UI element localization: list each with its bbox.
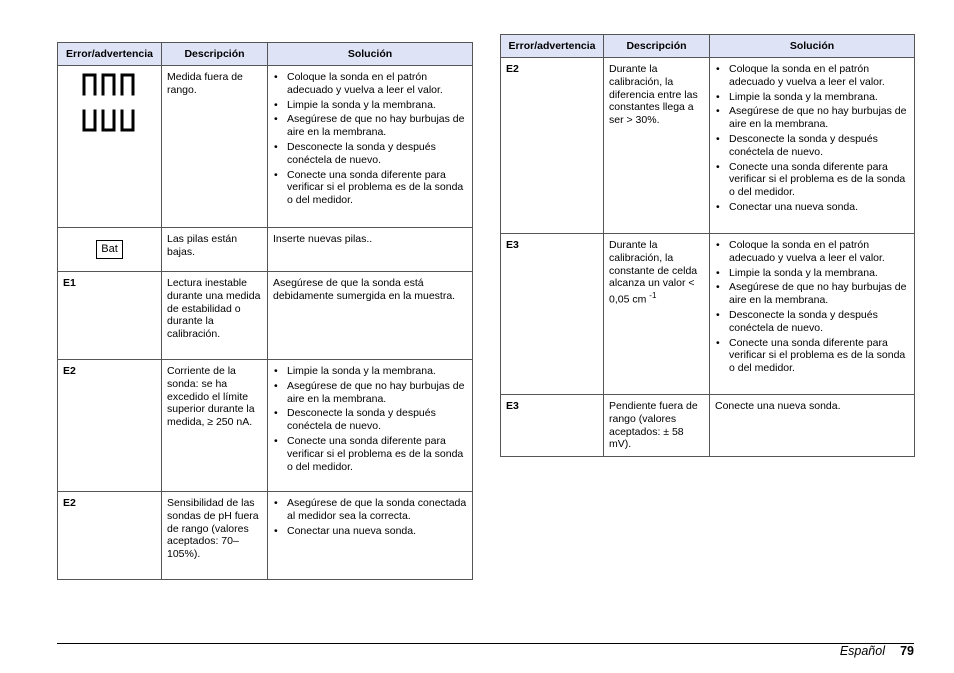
solution-item: • Coloque la sonda en el patrón adecuado y vuelva a leer el valor. bbox=[715, 63, 910, 89]
solution-cell: Conecte una nueva sonda. bbox=[710, 395, 915, 457]
description-cell: Medida fuera de rango. bbox=[162, 66, 268, 228]
solution-list bbox=[715, 63, 910, 214]
table-row bbox=[501, 58, 915, 234]
solution-list bbox=[273, 497, 468, 537]
description-cell: Durante la calibración, la diferencia entre las constantes llega a ser > 30%. bbox=[604, 58, 710, 234]
table-row bbox=[501, 234, 915, 395]
uuu-display-icon bbox=[80, 106, 140, 134]
solution-cell bbox=[710, 58, 915, 234]
footer-language: Español bbox=[839, 644, 885, 658]
solution-item: • Coloque la sonda en el patrón adecuado y vuelva a leer el valor. bbox=[715, 239, 910, 265]
error-code-cell: E2 bbox=[58, 492, 162, 580]
error-code-cell: E3 bbox=[501, 234, 604, 395]
description-cell: Pendiente fuera de rango (valores aceptados: ± 58 mV). bbox=[604, 395, 710, 457]
footer-divider bbox=[57, 643, 914, 644]
solution-item: • Limpie la sonda y la membrana. bbox=[273, 365, 468, 378]
solution-cell: Inserte nuevas pilas.. bbox=[268, 228, 473, 272]
solution-item: • Limpie la sonda y la membrana. bbox=[715, 267, 910, 280]
solution-item: • Asegúrese de que no hay burbujas de aire en la membrana. bbox=[715, 105, 910, 131]
solution-item: • Asegúrese de que no hay burbujas de aire en la membrana. bbox=[273, 380, 468, 406]
solution-cell bbox=[268, 360, 473, 492]
description-cell: Corriente de la sonda: se ha excedido el límite superior durante la medida, ≥ 250 nA. bbox=[162, 360, 268, 492]
solution-item: • Desconecte la sonda y después conéctela de nuevo. bbox=[273, 141, 468, 167]
table-row bbox=[501, 395, 915, 457]
solution-item: • Conecte una sonda diferente para verificar si el problema es de la sonda o del medidor. bbox=[715, 161, 910, 199]
solution-item: • Conectar una nueva sonda. bbox=[273, 525, 468, 538]
solution-item: • Desconecte la sonda y después conéctela de nuevo. bbox=[715, 133, 910, 159]
left-header-row bbox=[58, 43, 473, 66]
superscript: -1 bbox=[649, 291, 657, 301]
right-error-table bbox=[500, 34, 915, 457]
solution-cell bbox=[710, 234, 915, 395]
solution-item: • Asegúrese de que no hay burbujas de aire en la membrana. bbox=[715, 281, 910, 307]
description-text: Durante la calibración, la constante de celda alcanza un valor < 0,05 cm bbox=[609, 239, 698, 306]
header-solution: Solución bbox=[710, 35, 915, 58]
header-error: Error/advertencia bbox=[501, 35, 604, 58]
solution-item: • Limpie la sonda y la membrana. bbox=[273, 99, 468, 112]
solution-list bbox=[273, 365, 468, 473]
solution-item: • Desconecte la sonda y después conéctela de nuevo. bbox=[273, 407, 468, 433]
table-row bbox=[58, 492, 473, 580]
page-number: 79 bbox=[900, 644, 914, 658]
right-header-row bbox=[501, 35, 915, 58]
solution-item: • Conectar una nueva sonda. bbox=[715, 201, 910, 214]
description-cell: Las pilas están bajas. bbox=[162, 228, 268, 272]
header-error: Error/advertencia bbox=[58, 43, 162, 66]
error-code-cell: E1 bbox=[58, 272, 162, 360]
error-code-cell: E2 bbox=[58, 360, 162, 492]
table-row bbox=[58, 360, 473, 492]
solution-item: • Limpie la sonda y la membrana. bbox=[715, 91, 910, 104]
solution-cell bbox=[268, 66, 473, 228]
battery-indicator: Bat bbox=[96, 240, 123, 259]
error-code-cell: E2 bbox=[501, 58, 604, 234]
error-code-cell bbox=[58, 66, 162, 228]
header-description: Descripción bbox=[162, 43, 268, 66]
solution-item: • Asegúrese de que no hay burbujas de aire en la membrana. bbox=[273, 113, 468, 139]
description-cell: Lectura inestable durante una medida de estabilidad o durante la calibración. bbox=[162, 272, 268, 360]
header-solution: Solución bbox=[268, 43, 473, 66]
solution-item: • Desconecte la sonda y después conéctela de nuevo. bbox=[715, 309, 910, 335]
description-cell: Sensibilidad de las sondas de pH fuera de rango (valores aceptados: 70–105%). bbox=[162, 492, 268, 580]
solution-item: • Asegúrese de que la sonda conectada al medidor sea la correcta. bbox=[273, 497, 468, 523]
error-code-cell: E3 bbox=[501, 395, 604, 457]
error-code-cell bbox=[58, 228, 162, 272]
description-cell bbox=[604, 234, 710, 395]
table-row bbox=[58, 272, 473, 360]
solution-item: • Conecte una sonda diferente para verificar si el problema es de la sonda o del medidor. bbox=[273, 169, 468, 207]
solution-item: • Conecte una sonda diferente para verificar si el problema es de la sonda o del medidor. bbox=[715, 337, 910, 375]
solution-list bbox=[273, 71, 468, 207]
nnn-display-icon bbox=[80, 70, 140, 98]
solution-item: • Coloque la sonda en el patrón adecuado y vuelva a leer el valor. bbox=[273, 71, 468, 97]
solution-cell bbox=[268, 492, 473, 580]
solution-cell: Asegúrese de que la sonda está debidamente sumergida en la muestra. bbox=[268, 272, 473, 360]
left-error-table bbox=[57, 42, 473, 580]
table-row bbox=[58, 66, 473, 228]
solution-item: • Conecte una sonda diferente para verificar si el problema es de la sonda o del medidor. bbox=[273, 435, 468, 473]
solution-list bbox=[715, 239, 910, 375]
table-row bbox=[58, 228, 473, 272]
header-description: Descripción bbox=[604, 35, 710, 58]
